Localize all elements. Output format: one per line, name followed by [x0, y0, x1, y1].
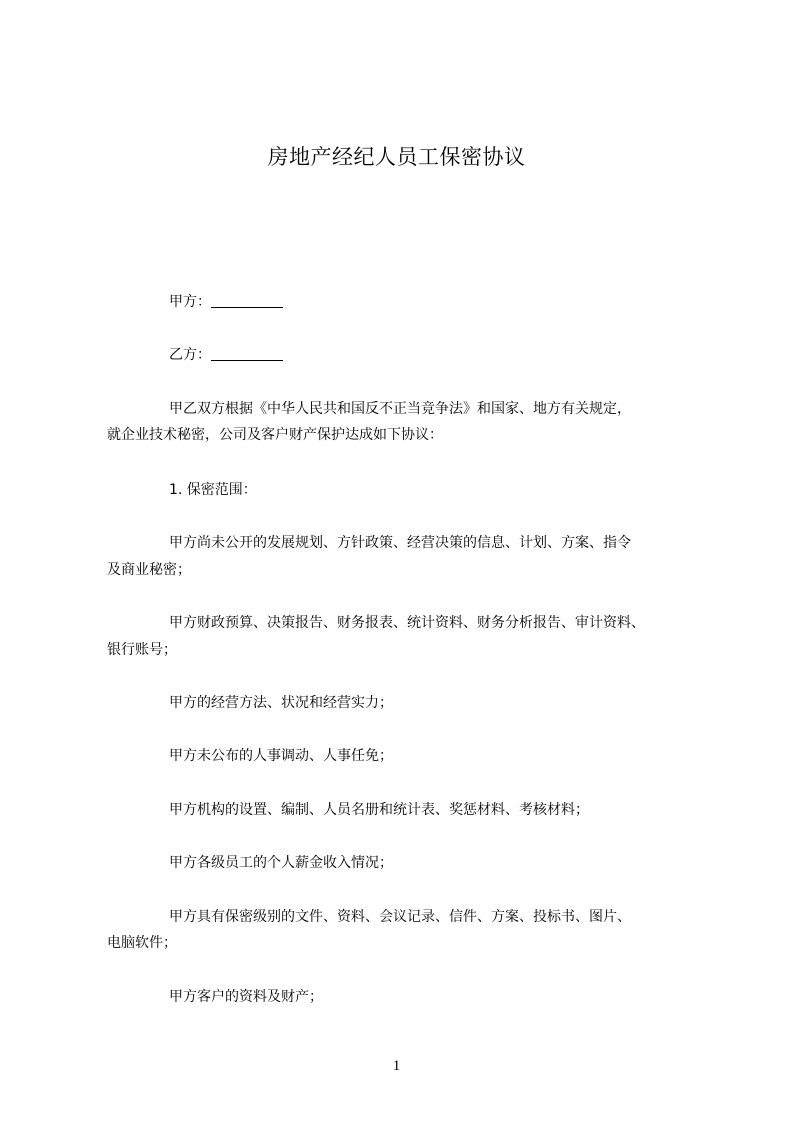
- item1-line-2: 及商业秘密；: [107, 562, 191, 578]
- item8: 甲方客户的资料及财产；: [169, 989, 323, 1005]
- party-a-blank: [211, 293, 283, 308]
- item4: 甲方未公布的人事调动、人事任免；: [169, 748, 393, 764]
- page-number: 1: [392, 1058, 401, 1074]
- item7-line-1: 甲方具有保密级别的文件、资料、会议记录、信件、方案、投标书、图片、: [169, 909, 631, 925]
- party-b-blank: [211, 346, 283, 361]
- item7-line-2: 电脑软件；: [107, 935, 177, 951]
- section1-heading: 1. 保密范围：: [169, 482, 257, 498]
- party-b-label: 乙方：: [169, 347, 211, 363]
- party-b-line: [169, 345, 283, 365]
- party-a-label: 甲方：: [169, 294, 211, 310]
- item5: 甲方机构的设置、编制、人员名册和统计表、奖惩材料、考核材料；: [169, 802, 589, 818]
- item6: 甲方各级员工的个人薪金收入情况；: [169, 855, 393, 871]
- item2-line-1: 甲方财政预算、决策报告、财务报表、统计资料、财务分析报告、审计资料、: [169, 615, 645, 631]
- intro-line-2: 就企业技术秘密，公司及客户财产保护达成如下协议：: [107, 427, 443, 443]
- intro-line-1: 甲乙双方根据《中华人民共和国反不正当竞争法》和国家、地方有关规定，: [169, 401, 631, 417]
- party-a-line: [169, 292, 283, 312]
- document-title: 房地产经纪人员工保密协议: [267, 145, 526, 169]
- item2-line-2: 银行账号；: [107, 642, 177, 658]
- item1-line-1: 甲方尚未公开的发展规划、方针政策、经营决策的信息、计划、方案、指令: [169, 535, 631, 551]
- item3: 甲方的经营方法、状况和经营实力；: [169, 695, 393, 711]
